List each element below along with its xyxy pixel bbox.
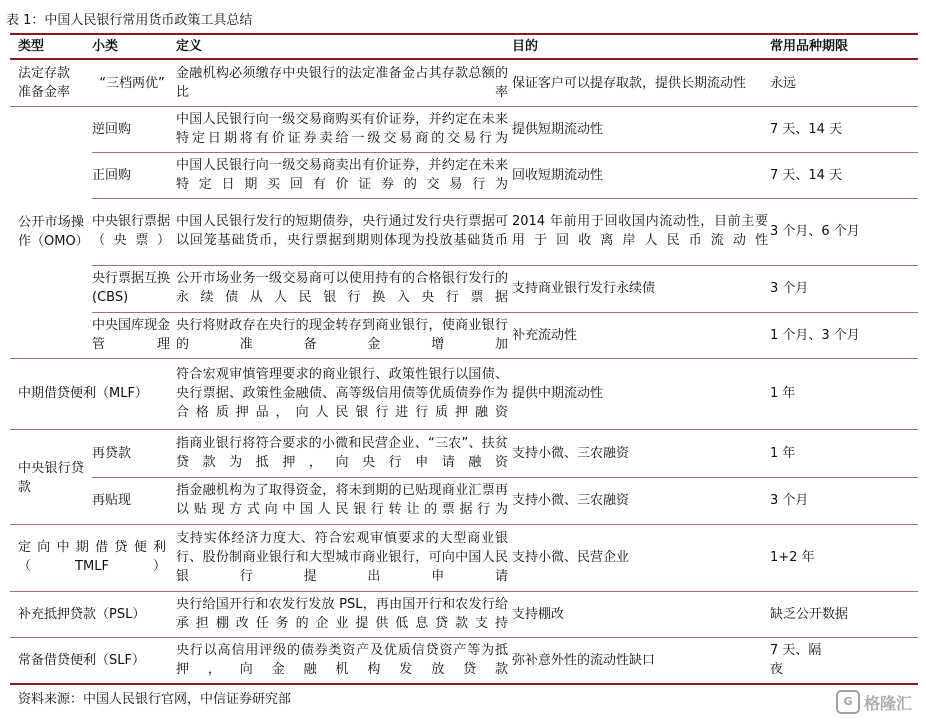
cell-subtype: 中央银行票据（央票）: [92, 214, 171, 248]
cell-subtype: 逆回购: [92, 121, 132, 137]
header-definition: 定义: [176, 39, 203, 54]
cell-term-wrap: [770, 431, 910, 475]
cell-term: 3 个月: [770, 280, 809, 296]
watermark-logo: [836, 690, 912, 714]
cell-subtype: 再贷款: [92, 445, 132, 461]
cell-subtype-wrap: [92, 200, 172, 262]
row-divider: [10, 637, 918, 638]
cell-definition-wrap: [176, 267, 508, 309]
cell-definition: 符合宏观审慎管理要求的商业银行、政策性银行以国债、央行票据、政策性金融债、高等级信用债等优质债券作为合格质押品，向人民银行进行质押融资: [176, 366, 508, 420]
cell-type-wrap: [18, 639, 174, 681]
cell-definition-wrap: [176, 154, 508, 196]
cell-definition: 中国人民银行发行的短期债券，央行通过发行央行票据可以回笼基础货币，央行票据到期则体现为投放基础货币: [176, 214, 508, 248]
cell-term: 3 个月、6 个月: [770, 223, 860, 239]
cell-objective: 提供短期流动性: [512, 121, 604, 137]
cell-type-wrap: [18, 526, 166, 588]
cell-subtype-wrap: [92, 154, 172, 196]
cell-objective-wrap: [512, 267, 768, 309]
row-divider: [10, 524, 918, 525]
cell-definition-wrap: [176, 360, 508, 426]
cell-objective-wrap: [512, 62, 768, 104]
cell-term-wrap: [770, 109, 910, 149]
cell-definition: 央行给国开行和农发行发放 PSL，再由国开行和农发行给承担棚改任务的企业提供低息贷款支持: [176, 597, 508, 631]
cell-type: 补充抵押贷款（PSL）: [18, 606, 146, 622]
row-divider: [10, 429, 918, 430]
cell-definition-wrap: [176, 526, 508, 588]
cell-subtype-wrap: [92, 431, 172, 475]
cell-objective: 支持小微、民营企业: [512, 549, 630, 565]
row-divider: [92, 477, 918, 478]
cell-term: 永远: [770, 75, 797, 91]
cell-definition: 公开市场业务一级交易商可以使用持有的合格银行发行的永续债从人民银行换入央行票据: [176, 271, 508, 305]
cell-subtype-wrap: [92, 314, 172, 356]
table-header-rule: [10, 58, 918, 60]
cell-term-wrap: [770, 62, 910, 104]
cell-objective-wrap: [512, 360, 768, 426]
cell-objective: 补充流动性: [512, 327, 578, 343]
cell-type: 中央银行贷款: [18, 461, 84, 495]
cell-type: 常备借贷便利（SLF）: [18, 652, 145, 668]
cell-subtype: 正回购: [92, 167, 132, 183]
cell-objective-wrap: [512, 200, 768, 262]
cell-term: 7 天、14 天: [770, 167, 843, 183]
logo-icon: G: [836, 690, 860, 714]
cell-objective-wrap: [512, 431, 768, 475]
cell-definition-wrap: [176, 314, 508, 356]
cell-definition-wrap: [176, 62, 508, 104]
cell-subtype: “三档两优”: [99, 75, 165, 91]
table-row: [18, 62, 90, 104]
cell-definition-wrap: [176, 639, 508, 681]
cell-term-wrap: [770, 593, 910, 635]
row-divider: [92, 152, 918, 153]
cell-term: 1 年: [770, 445, 796, 461]
header-objective: 目的: [512, 39, 539, 54]
cell-term: 缺乏公开数据: [770, 606, 849, 622]
cell-type: 公开市场操作（OMO）: [18, 214, 89, 249]
cell-term-wrap: [770, 526, 910, 588]
cell-definition: 中国人民银行向一级交易商卖出有价证券，并约定在未来特定日期买回有价证券的交易行为: [176, 158, 508, 192]
header-type: 类型: [18, 39, 45, 54]
cell-objective-wrap: [512, 314, 768, 356]
cell-type: 定向中期借贷便利（TMLF）: [18, 540, 166, 574]
cell-definition: 指金融机构为了取得资金，将未到期的已贴现商业汇票再以贴现方式向中国人民银行转让的票据行为: [176, 483, 508, 517]
cell-definition: 支持实体经济力度大、符合宏观审慎要求的大型商业银行、股份制商业银行和大型城市商业银行，可向中国人民银行提出申请: [176, 530, 508, 584]
cell-objective-wrap: [512, 639, 768, 681]
row-divider: [10, 358, 918, 359]
table-caption: 表 1：中国人民银行常用货币政策工具总结: [6, 13, 253, 28]
cell-term-wrap: [770, 154, 910, 196]
cell-subtype-wrap: [92, 267, 172, 309]
row-divider: [92, 198, 918, 199]
row-divider: [10, 106, 918, 107]
cell-objective-wrap: [512, 479, 768, 521]
cell-term: 1+2 年: [770, 549, 815, 565]
cell-term-wrap: [770, 267, 910, 309]
table-bottom-rule: [10, 683, 918, 685]
row-divider: [92, 312, 918, 313]
cell-definition: 中国人民银行向一级交易商购买有价证券，并约定在未来特定日期将有价证券卖给一级交易商的交易行为: [176, 112, 508, 146]
cell-subtype: 央行票据互换(CBS): [92, 271, 171, 305]
row-divider: [92, 265, 918, 266]
cell-type-wrap: [18, 360, 174, 426]
cell-subtype: 中央国库现金管理: [92, 318, 171, 352]
cell-term: 7 天、14 天: [770, 121, 843, 137]
cell-objective: 支持小微、三农融资: [512, 445, 630, 461]
cell-subtype: 再贴现: [92, 492, 132, 508]
cell-term: 1 个月、3 个月: [770, 327, 860, 343]
cell-type-wrap: [18, 593, 174, 635]
cell-objective: 保证客户可以提存取款，提供长期流动性: [512, 75, 747, 91]
cell-objective: 提供中期流动性: [512, 385, 604, 401]
cell-objective: 支持商业银行发行永续债: [512, 280, 656, 296]
cell-definition: 央行以高信用评级的债券类资产及优质信贷资产等为抵押，向金融机构发放贷款: [176, 643, 508, 677]
cell-objective-wrap: [512, 526, 768, 588]
group-central-bank-loan: [18, 431, 90, 525]
logo-text: 格隆汇: [863, 693, 912, 713]
cell-term: 7 天、隔夜: [770, 643, 822, 677]
cell-term-wrap: [770, 200, 910, 262]
row-divider: [10, 591, 918, 592]
cell-subtype-wrap: [92, 62, 172, 104]
cell-term-wrap: [770, 479, 910, 521]
cell-term-wrap: [770, 639, 830, 681]
group-omo: [18, 108, 90, 355]
cell-term-wrap: [770, 314, 910, 356]
cell-definition-wrap: [176, 593, 508, 635]
header-subtype: 小类: [92, 39, 119, 54]
cell-type: 法定存款准备金率: [18, 66, 71, 100]
cell-objective-wrap: [512, 593, 768, 635]
cell-subtype-wrap: [92, 109, 172, 149]
cell-definition: 指商业银行将符合要求的小微和民营企业、“三农”、扶贫贷款为抵押，向央行申请融资: [176, 436, 508, 470]
header-term: 常用品种期限: [770, 39, 849, 54]
cell-definition-wrap: [176, 479, 508, 521]
cell-objective-wrap: [512, 109, 768, 149]
cell-objective: 回收短期流动性: [512, 167, 604, 183]
cell-term: 3 个月: [770, 492, 809, 508]
cell-objective: 支持小微、三农融资: [512, 492, 630, 508]
cell-definition-wrap: [176, 200, 508, 262]
cell-subtype-wrap: [92, 479, 172, 521]
cell-definition: 金融机构必须缴存中央银行的法定准备金占其存款总额的比率: [176, 66, 508, 100]
cell-term-wrap: [770, 360, 910, 426]
cell-objective-wrap: [512, 154, 768, 196]
cell-term: 1 年: [770, 385, 796, 401]
cell-objective: 弥补意外性的流动性缺口: [512, 652, 656, 668]
cell-definition-wrap: [176, 431, 508, 475]
cell-objective: 支持棚改: [512, 606, 565, 622]
cell-type: 中期借贷便利（MLF）: [18, 385, 148, 401]
source-note: 资料来源：中国人民银行官网，中信证券研究部: [18, 692, 292, 707]
cell-definition-wrap: [176, 109, 508, 149]
cell-objective: 2014 年前用于回收国内流动性，目前主要用于回收离岸人民币流动性: [512, 214, 768, 248]
cell-definition: 央行将财政存在央行的现金转存到商业银行，使商业银行的准备金增加: [176, 318, 508, 352]
